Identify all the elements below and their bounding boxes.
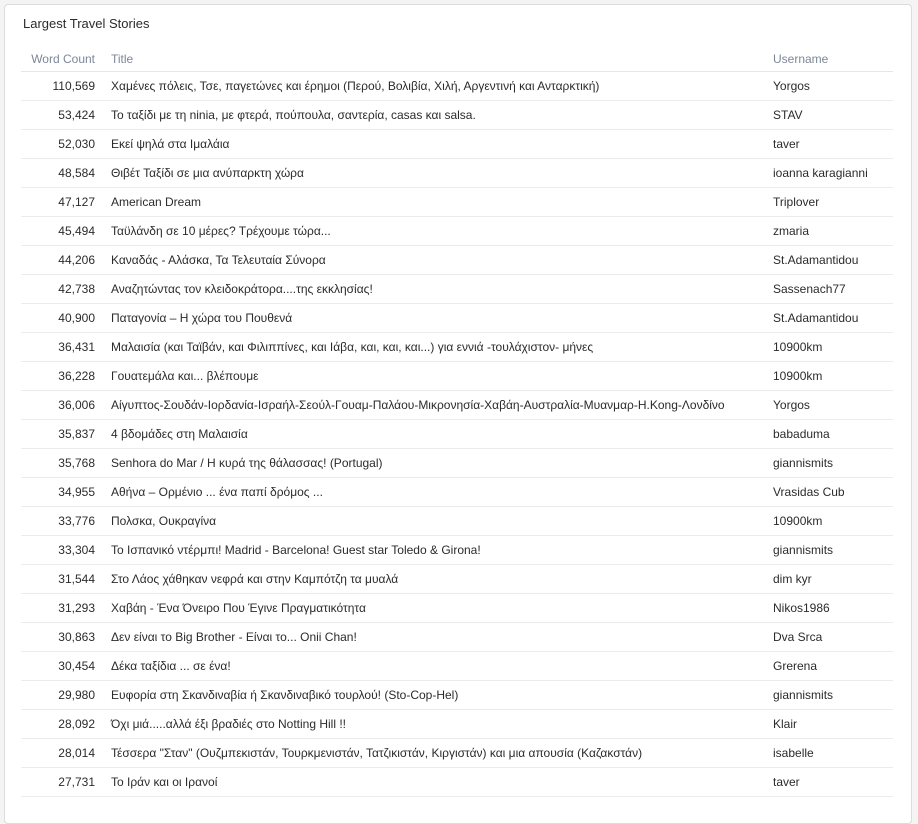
table-row[interactable] xyxy=(21,304,893,333)
username-link[interactable]: 10900km xyxy=(773,333,893,362)
story-title-link[interactable]: Καναδάς - Αλάσκα, Τα Τελευταία Σύνορα xyxy=(111,246,773,275)
story-title-link[interactable]: Senhora do Mar / Η κυρά της θάλασσας! (Portugal) xyxy=(111,449,773,478)
table-body xyxy=(21,72,893,797)
word-count-cell: 36,006 xyxy=(21,391,111,420)
table-row[interactable] xyxy=(21,217,893,246)
username-link[interactable]: Yorgos xyxy=(773,391,893,420)
username-link[interactable]: Klair xyxy=(773,710,893,739)
word-count-cell: 47,127 xyxy=(21,188,111,217)
table-row[interactable] xyxy=(21,594,893,623)
username-link[interactable]: taver xyxy=(773,130,893,159)
username-link[interactable]: Nikos1986 xyxy=(773,594,893,623)
word-count-cell: 35,837 xyxy=(21,420,111,449)
story-title-link[interactable]: Μαλαισία (και Ταϊβάν, και Φιλιππίνες, και Ιάβα, και, και, και...) για εννιά -τουλάχιστον- μήνες xyxy=(111,333,773,362)
username-link[interactable]: St.Adamantidou xyxy=(773,246,893,275)
table-row[interactable] xyxy=(21,391,893,420)
username-link[interactable]: isabelle xyxy=(773,739,893,768)
panel-title: Largest Travel Stories xyxy=(23,16,150,31)
table-row[interactable] xyxy=(21,101,893,130)
username-link[interactable]: St.Adamantidou xyxy=(773,304,893,333)
username-link[interactable]: Grerena xyxy=(773,652,893,681)
story-title-link[interactable]: Ταϋλάνδη σε 10 μέρες? Τρέχουμε τώρα... xyxy=(111,217,773,246)
word-count-cell: 27,731 xyxy=(21,768,111,797)
username-link[interactable]: 10900km xyxy=(773,507,893,536)
story-title-link[interactable]: Παταγονία – Η χώρα του Πουθενά xyxy=(111,304,773,333)
story-title-link[interactable]: Πολσκα, Ουκραγίνα xyxy=(111,507,773,536)
table-row[interactable] xyxy=(21,739,893,768)
story-title-link[interactable]: Γουατεμάλα και... βλέπουμε xyxy=(111,362,773,391)
word-count-cell: 45,494 xyxy=(21,217,111,246)
column-header-username[interactable]: Username xyxy=(773,47,893,72)
word-count-cell: 31,293 xyxy=(21,594,111,623)
word-count-cell: 36,228 xyxy=(21,362,111,391)
table-row[interactable] xyxy=(21,565,893,594)
story-title-link[interactable]: Το ταξίδι με τη ninia, με φτερά, πούπουλα, σαντερία, casas και salsa. xyxy=(111,101,773,130)
word-count-cell: 33,776 xyxy=(21,507,111,536)
story-title-link[interactable]: Αναζητώντας τον κλειδοκράτορα....της εκκλησίας! xyxy=(111,275,773,304)
largest-travel-stories-panel xyxy=(4,4,912,824)
story-title-link[interactable]: Ευφορία στη Σκανδιναβία ή Σκανδιναβικό τουρλού! (Sto-Cop-Hel) xyxy=(111,681,773,710)
story-title-link[interactable]: Θιβέτ Ταξίδι σε μια ανύπαρκτη χώρα xyxy=(111,159,773,188)
story-title-link[interactable]: Χαμένες πόλεις, Τσε, παγετώνες και έρημοι (Περού, Βολιβία, Χιλή, Αργεντινή και Ανταρκτική) xyxy=(111,72,773,101)
table-row[interactable] xyxy=(21,333,893,362)
username-link[interactable]: zmaria xyxy=(773,217,893,246)
word-count-cell: 31,544 xyxy=(21,565,111,594)
table-row[interactable] xyxy=(21,478,893,507)
table-row[interactable] xyxy=(21,681,893,710)
story-title-link[interactable]: Δεν είναι το Big Brother - Είναι το... Onii Chan! xyxy=(111,623,773,652)
word-count-cell: 44,206 xyxy=(21,246,111,275)
story-title-link[interactable]: Δέκα ταξίδια ... σε ένα! xyxy=(111,652,773,681)
username-link[interactable]: dim kyr xyxy=(773,565,893,594)
table-header-row xyxy=(21,47,893,72)
table-row[interactable] xyxy=(21,652,893,681)
word-count-cell: 35,768 xyxy=(21,449,111,478)
story-title-link[interactable]: Το Ισπανικό ντέρμπι! Madrid - Barcelona! Guest star Toledo & Girona! xyxy=(111,536,773,565)
column-header-title[interactable]: Title xyxy=(111,47,773,72)
stories-table xyxy=(21,47,893,797)
table-row[interactable] xyxy=(21,362,893,391)
table-row[interactable] xyxy=(21,246,893,275)
table-row[interactable] xyxy=(21,623,893,652)
username-link[interactable]: Dva Srca xyxy=(773,623,893,652)
column-header-word-count[interactable]: Word Count xyxy=(21,47,111,72)
story-title-link[interactable]: Αθήνα – Ορμένιο ... ένα παπί δρόμος ... xyxy=(111,478,773,507)
story-title-link[interactable]: Χαβάη - Ένα Όνειρο Που Έγινε Πραγματικότητα xyxy=(111,594,773,623)
word-count-cell: 29,980 xyxy=(21,681,111,710)
story-title-link[interactable]: American Dream xyxy=(111,188,773,217)
word-count-cell: 110,569 xyxy=(21,72,111,101)
story-title-link[interactable]: Τέσσερα "Σταν" (Ουζμπεκιστάν, Τουρκμενιστάν, Τατζικιστάν, Κιργιστάν) και μια απουσία (Καζακστάν) xyxy=(111,739,773,768)
table-row[interactable] xyxy=(21,768,893,797)
username-link[interactable]: Triplover xyxy=(773,188,893,217)
username-link[interactable]: Yorgos xyxy=(773,72,893,101)
word-count-cell: 34,955 xyxy=(21,478,111,507)
username-link[interactable]: babaduma xyxy=(773,420,893,449)
username-link[interactable]: 10900km xyxy=(773,362,893,391)
table-header xyxy=(21,47,893,72)
username-link[interactable]: Vrasidas Cub xyxy=(773,478,893,507)
username-link[interactable]: ioanna karagianni xyxy=(773,159,893,188)
username-link[interactable]: Sassenach77 xyxy=(773,275,893,304)
story-title-link[interactable]: Στο Λάος χάθηκαν νεφρά και στην Καμπότζη τα μυαλά xyxy=(111,565,773,594)
word-count-cell: 53,424 xyxy=(21,101,111,130)
username-link[interactable]: giannismits xyxy=(773,449,893,478)
word-count-cell: 33,304 xyxy=(21,536,111,565)
word-count-cell: 36,431 xyxy=(21,333,111,362)
table-row[interactable] xyxy=(21,275,893,304)
table-row[interactable] xyxy=(21,72,893,101)
word-count-cell: 48,584 xyxy=(21,159,111,188)
table-row[interactable] xyxy=(21,710,893,739)
word-count-cell: 52,030 xyxy=(21,130,111,159)
word-count-cell: 30,454 xyxy=(21,652,111,681)
table-row[interactable] xyxy=(21,536,893,565)
story-title-link[interactable]: Αίγυπτος-Σουδάν-Ιορδανία-Ισραήλ-Σεούλ-Γουαμ-Παλάου-Μικρονησία-Χαβάη-Αυστραλία-Μυανμαρ-Η.Kong-Λονδίνο xyxy=(111,391,773,420)
username-link[interactable]: giannismits xyxy=(773,536,893,565)
table-row[interactable] xyxy=(21,130,893,159)
table-row[interactable] xyxy=(21,188,893,217)
username-link[interactable]: STAV xyxy=(773,101,893,130)
story-title-link[interactable]: 4 βδομάδες στη Μαλαισία xyxy=(111,420,773,449)
username-link[interactable]: taver xyxy=(773,768,893,797)
word-count-cell: 42,738 xyxy=(21,275,111,304)
story-title-link[interactable]: Εκεί ψηλά στα Ιμαλάια xyxy=(111,130,773,159)
table-row[interactable] xyxy=(21,449,893,478)
word-count-cell: 28,092 xyxy=(21,710,111,739)
username-link[interactable]: giannismits xyxy=(773,681,893,710)
word-count-cell: 40,900 xyxy=(21,304,111,333)
table-row[interactable] xyxy=(21,507,893,536)
story-title-link[interactable]: Το Ιράν και οι Ιρανοί xyxy=(111,768,773,797)
table-row[interactable] xyxy=(21,420,893,449)
story-title-link[interactable]: Όχι μιά.....αλλά έξι βραδιές στο Notting Hill !! xyxy=(111,710,773,739)
word-count-cell: 30,863 xyxy=(21,623,111,652)
table-row[interactable] xyxy=(21,159,893,188)
word-count-cell: 28,014 xyxy=(21,739,111,768)
